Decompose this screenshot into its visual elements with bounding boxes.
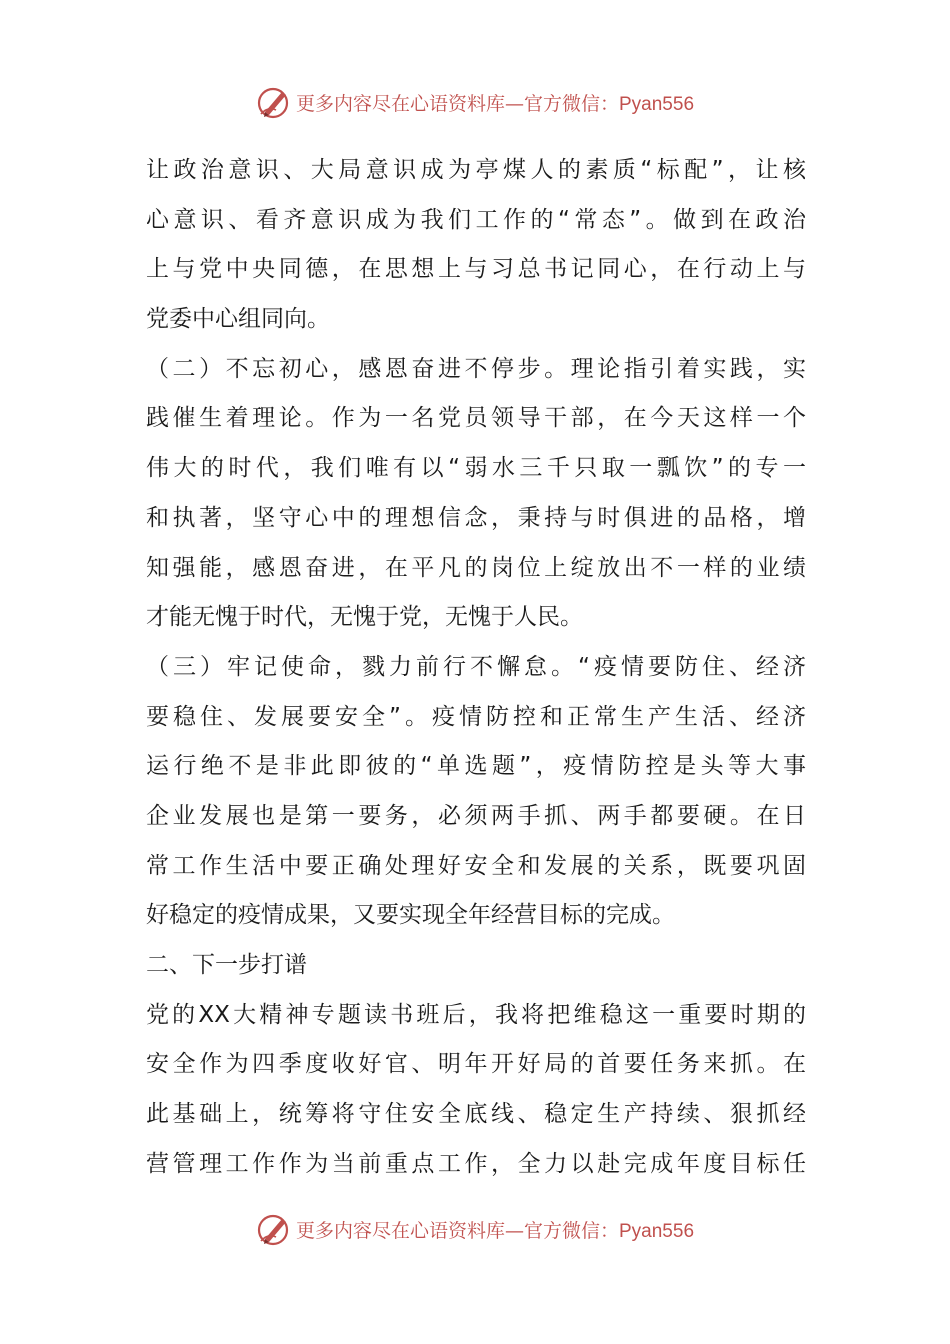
text-line: 常工作生活中要正确处理好安全和发展的关系，既要巩固 — [146, 852, 806, 879]
text-line: 伟大的时代，我们唯有以“弱水三千只取一瓢饮”的专一 — [146, 455, 806, 482]
pen-circle-logo-icon — [256, 84, 292, 120]
text-line: 心意识、看齐意识成为我们工作的“常态”。做到在政治 — [146, 206, 806, 233]
text-line: 此基础上，统筹将守住安全底线、稳定生产持续、狠抓经 — [146, 1101, 806, 1128]
text-line: 党委中心组同向。 — [146, 306, 330, 333]
watermark-text: 更多内容尽在心语资料库—官方微信：Pyan556 — [295, 92, 695, 115]
text-line: 要稳住、发展要安全”。疫情防控和正常生产生活、经济 — [146, 703, 806, 730]
text-line: 让政治意识、大局意识成为亭煤人的素质“标配”，让核 — [146, 157, 806, 183]
text-line: 践催生着理论。作为一名党员领导干部，在今天这样一个 — [146, 405, 806, 432]
text-line: 运行绝不是非此即彼的“单选题”，疫情防控是头等大事 — [146, 753, 806, 780]
text-line: （二）不忘初心，感恩奋进不停步。理论指引着实践，实 — [146, 355, 806, 382]
header-watermark — [0, 82, 950, 122]
text-line: 企业发展也是第一要务，必须两手抓、两手都要硬。在日 — [146, 802, 806, 829]
watermark-text: 更多内容尽在心语资料库—官方微信：Pyan556 — [295, 1219, 695, 1242]
text-line: （三）牢记使命，戮力前行不懈怠。“疫情要防住、经济 — [146, 653, 806, 680]
footer-watermark — [0, 1209, 950, 1249]
text-line: 安全作为四季度收好官、明年开好局的首要任务来抓。在 — [146, 1051, 806, 1078]
text-line: 二、下一步打谱 — [146, 952, 307, 978]
watermark-wechat-id: Pyan556 — [619, 93, 695, 115]
watermark-wechat-id: Pyan556 — [619, 1220, 695, 1242]
text-line: 营管理工作作为当前重点工作，全力以赴完成年度目标任 — [146, 1150, 806, 1177]
text-line: 上与党中央同德，在思想上与习总书记同心，在行动上与 — [146, 256, 806, 283]
text-line: 才能无愧于时代，无愧于党，无愧于人民。 — [146, 604, 583, 631]
text-line: 和执著，坚守心中的理想信念，秉持与时俱进的品格，增 — [146, 504, 806, 531]
text-line: 知强能，感恩奋进，在平凡的岗位上绽放出不一样的业绩 — [146, 554, 806, 581]
pen-circle-logo-icon — [256, 1211, 292, 1247]
text-line: 好稳定的疫情成果，又要实现全年经营目标的完成。 — [146, 902, 675, 929]
text-line: 党的XX大精神专题读书班后，我将把维稳这一重要时期的 — [146, 1001, 806, 1028]
document-body — [146, 146, 806, 1189]
